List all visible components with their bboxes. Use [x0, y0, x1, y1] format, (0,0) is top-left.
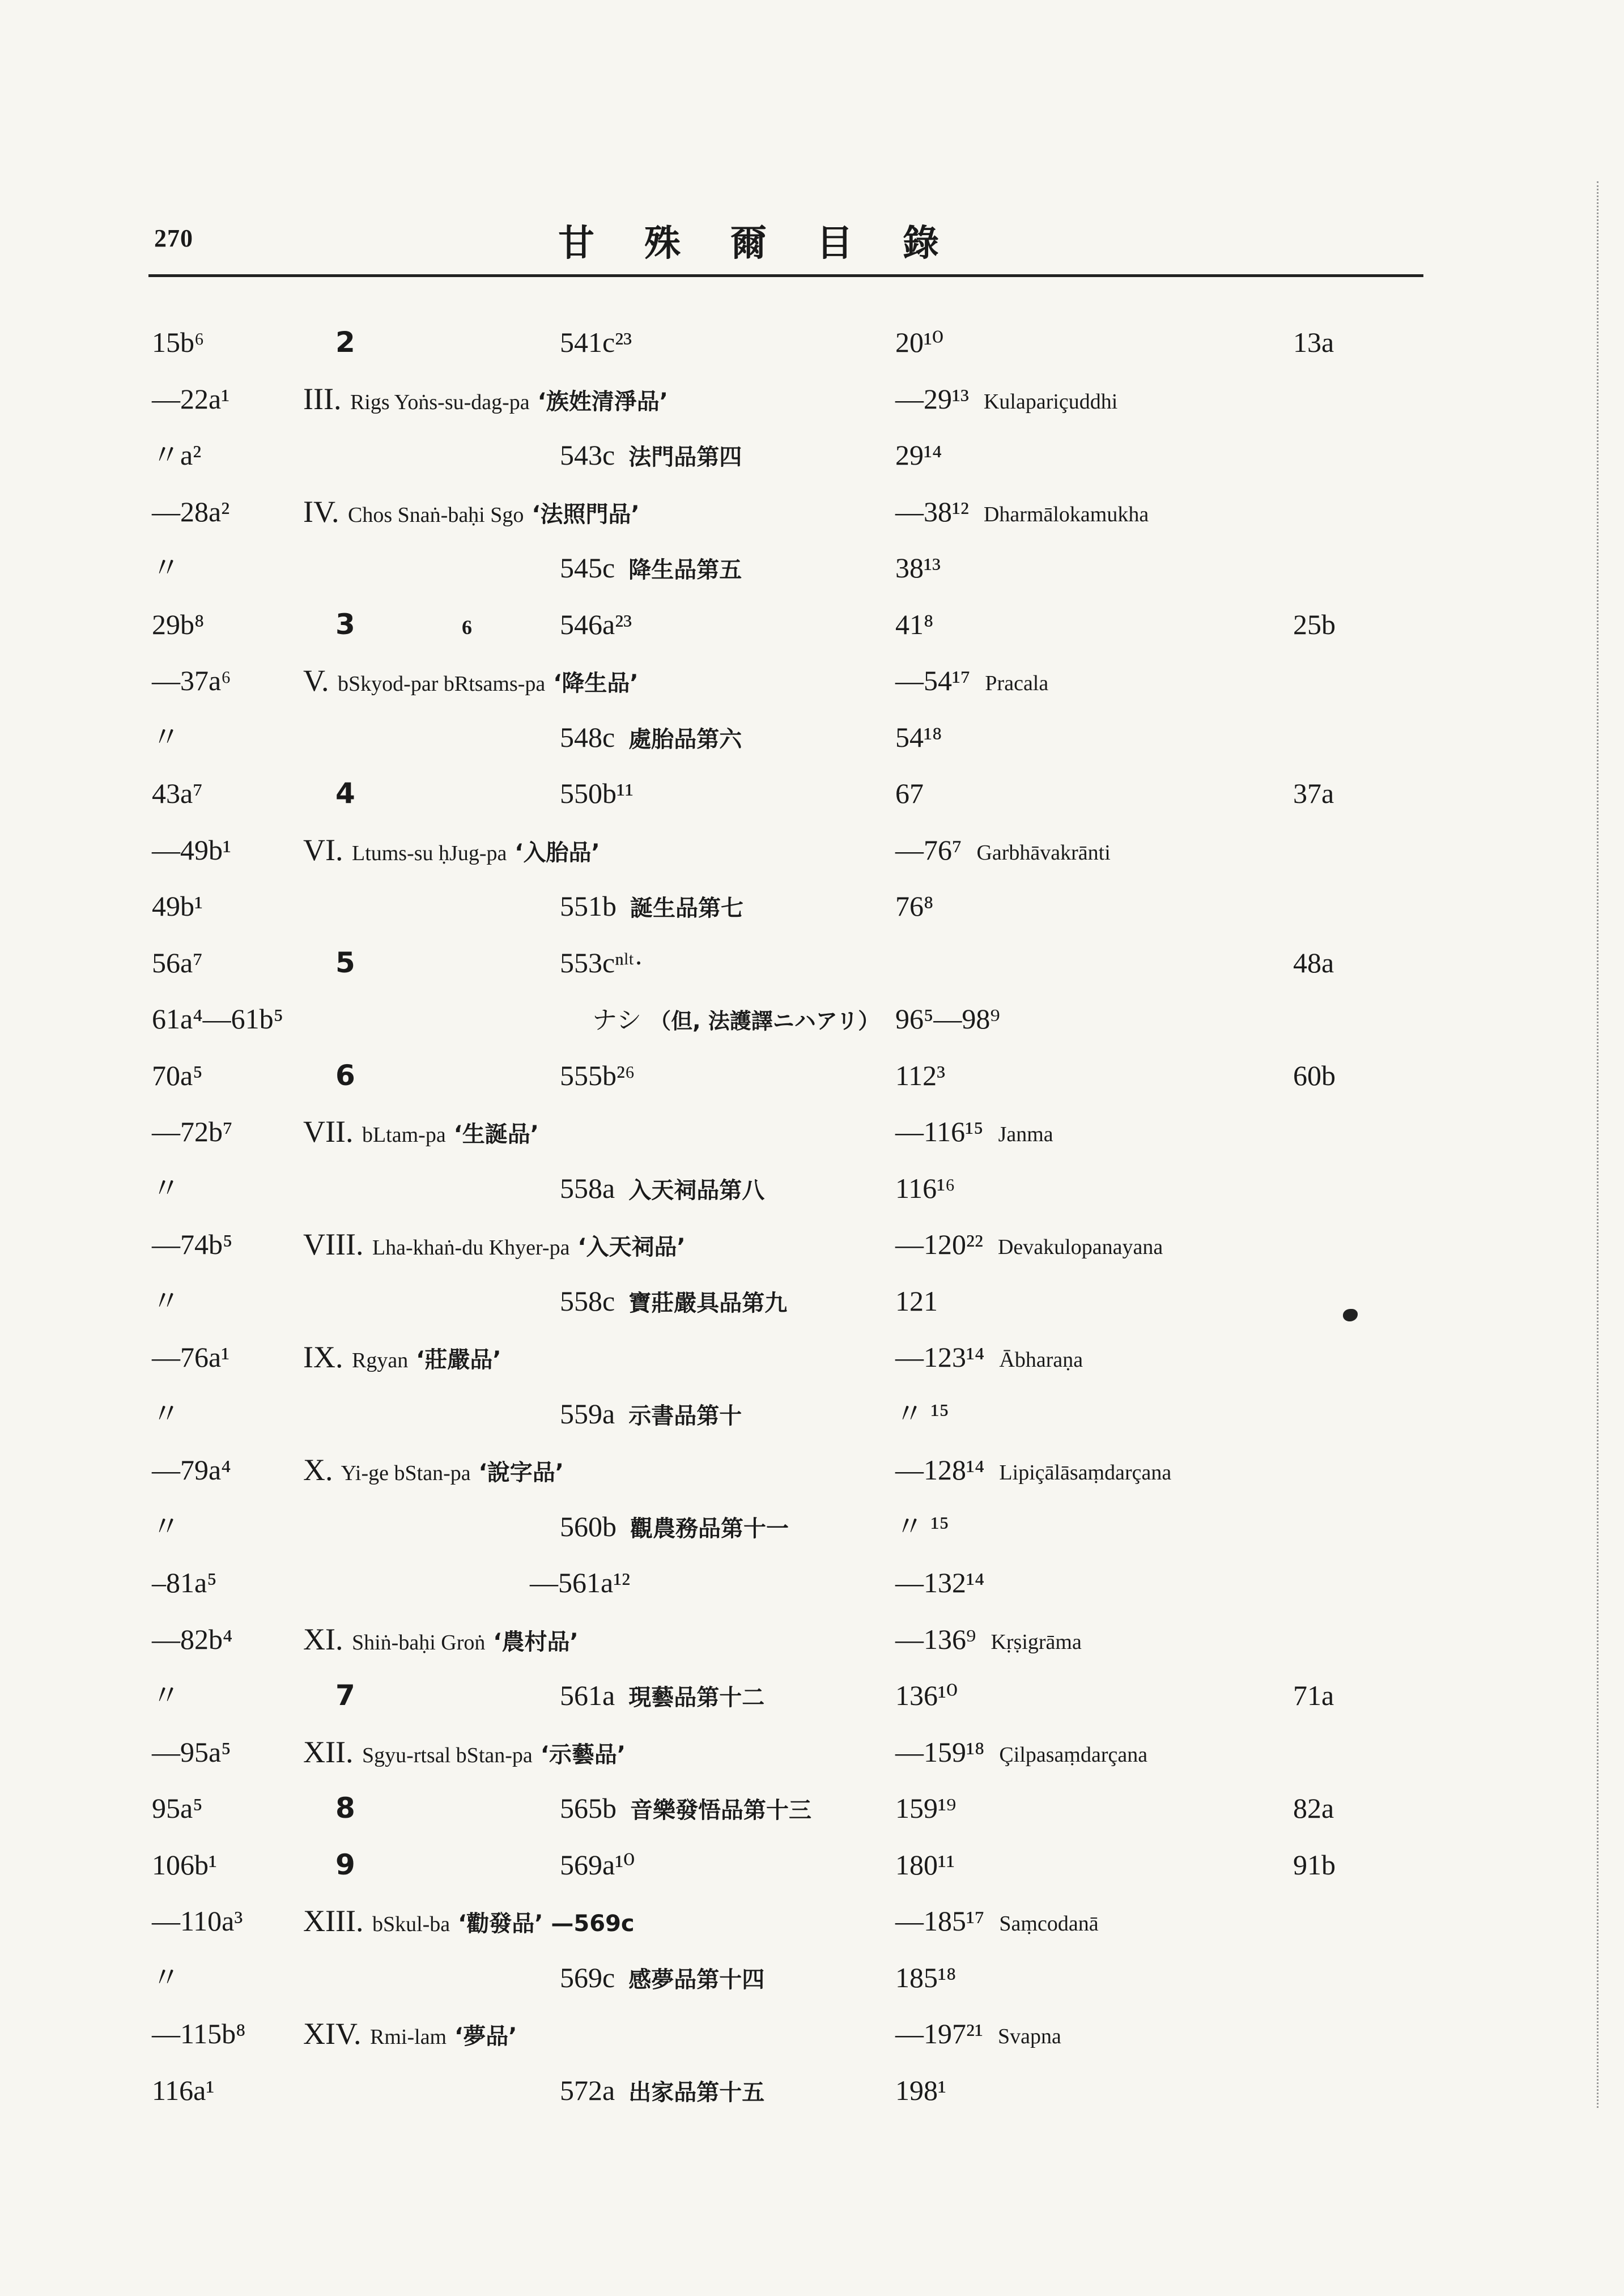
sanskrit-page: —197²¹: [895, 2018, 983, 2050]
folio-ref: —82b⁴: [152, 1623, 233, 1655]
roman-numeral: V.: [303, 664, 329, 698]
taisho-ref: [560, 325, 632, 359]
sanskrit-title: Devakulopanayana: [997, 1235, 1163, 1259]
taisho-page: 572a: [560, 2074, 615, 2106]
roman-numeral: VII.: [303, 1115, 354, 1149]
chinese-chapter: 音樂發悟品第十三: [630, 1797, 811, 1823]
taisho-ref: [560, 1848, 635, 1882]
tibetan-chapter: [303, 1904, 635, 1941]
sanskrit-page: 112³: [895, 1059, 946, 1091]
sanskrit-ref: [895, 1904, 1099, 1941]
roman-numeral: XII.: [303, 1734, 354, 1769]
folio-ref: 56a⁷: [152, 946, 203, 979]
taisho-page: 569a¹⁰: [560, 1848, 635, 1881]
table-row: [0, 1397, 1624, 1453]
taisho-page: 560b: [560, 1510, 617, 1542]
sanskrit-ref: [895, 1227, 1163, 1264]
taisho-page: 543c: [560, 439, 615, 471]
folio-ref: 〃: [152, 1172, 180, 1204]
chinese-chapter-title: ‘夢品’: [447, 2023, 517, 2050]
folio-ref: 〃: [152, 1397, 180, 1430]
folio-ref: 70a⁵: [152, 1059, 203, 1091]
folio-ref: —49b¹: [152, 834, 231, 866]
sanskrit-title: Kulapariçuddhi: [983, 389, 1118, 414]
chinese-chapter: 寶莊嚴具品第九: [628, 1290, 788, 1316]
taisho-ref: [560, 1171, 764, 1207]
sanskrit-ref: [895, 1510, 949, 1544]
table-row: [0, 1848, 1624, 1904]
sanskrit-title: Svapna: [997, 2025, 1061, 2048]
sanskrit-page: 185¹⁸: [895, 1961, 956, 1993]
roman-numeral: IV.: [303, 494, 339, 529]
chinese-chapter-title: ‘族姓清淨品’: [529, 388, 668, 415]
folio-ref: 15b⁶: [152, 326, 205, 358]
table-row: [0, 607, 1624, 664]
table-row: [0, 1566, 1624, 1622]
table-row: [0, 382, 1624, 439]
taisho-page: 546a²³: [560, 608, 632, 640]
sanskrit-page: 54¹⁸: [895, 721, 942, 753]
taisho-page: 541c²³: [560, 326, 632, 358]
chapter-number: 4: [335, 777, 355, 810]
sanskrit-page: —116¹⁵: [895, 1116, 984, 1147]
sanskrit-ref: [895, 495, 1149, 532]
tibetan-title: Sgyu-rtsal bStan-pa: [356, 1743, 533, 1767]
tibetan-chapter: [303, 664, 639, 701]
taisho-ref: [560, 776, 634, 810]
folio-ref: 〃: [152, 721, 180, 753]
tibetan-title: Chos Snaṅ-baḥi Sgo: [342, 503, 524, 527]
page-title: 甘殊爾目錄: [558, 223, 989, 265]
page-header: [0, 0, 1624, 283]
sanskrit-page: 20¹⁰: [895, 326, 944, 358]
sanskrit-ref: [895, 664, 1048, 700]
taisho-page: 561a: [560, 1680, 615, 1711]
sanskrit-page: 29¹⁴: [895, 439, 942, 471]
sanskrit-ref: [895, 2017, 1061, 2053]
taisho-page: 553cⁿˡᵗ·: [560, 946, 644, 979]
sanskrit-title: Çilpasaṃdarçana: [999, 1742, 1148, 1767]
sanskrit-page: 121: [895, 1285, 938, 1317]
folio-ref: 95a⁵: [152, 1792, 203, 1824]
folio-ref: 〃: [152, 1961, 180, 1993]
table-row: [0, 325, 1624, 382]
sanskrit-title: Garbhāvakrānti: [976, 840, 1111, 865]
sanskrit-page: —76⁷: [895, 834, 962, 866]
table-row: [0, 664, 1624, 720]
folio-ref: —22a¹: [152, 382, 230, 415]
sanskrit-page: —136⁹: [895, 1623, 976, 1655]
chinese-chapter-title: ‘示藝品’: [532, 1741, 626, 1768]
chinese-chapter: 觀農務品第十一: [630, 1515, 789, 1542]
tibetan-title: Yi-ge bStan-pa: [336, 1461, 471, 1485]
chinese-chapter-title: ‘勸發品’ —569c: [450, 1911, 635, 1937]
folio-right: 91b: [1293, 1848, 1336, 1881]
sanskrit-title: Dharmālokamukha: [983, 502, 1149, 526]
sanskrit-ref: [895, 889, 933, 923]
taisho-ref: [560, 1284, 787, 1320]
tibetan-chapter: [303, 1115, 539, 1152]
taisho-page: 545c: [560, 552, 615, 584]
taisho-page: 569c: [560, 1961, 615, 1993]
table-row: [0, 776, 1624, 833]
chinese-chapter-title: ‘說字品’: [470, 1460, 564, 1486]
chinese-chapter-title: ‘莊嚴品’: [408, 1347, 501, 1373]
table-row: [0, 1284, 1624, 1341]
tibetan-chapter: [303, 2017, 517, 2054]
sanskrit-ref: [895, 1735, 1147, 1772]
taisho-ref: [560, 607, 632, 641]
absent-note: [592, 1002, 879, 1038]
taisho-ref: [560, 1678, 764, 1715]
folio-ref: 〃: [152, 552, 180, 584]
sanskrit-page: 116¹⁶: [895, 1172, 955, 1204]
taisho-ref: [560, 1961, 764, 1997]
roman-numeral: X.: [303, 1453, 333, 1487]
tibetan-title: bLtam-pa: [356, 1123, 446, 1147]
sanskrit-page: 〃 ¹⁵: [895, 1510, 949, 1542]
chinese-chapter-title: ‘法照門品’: [524, 501, 640, 528]
table-row: [0, 1735, 1624, 1792]
folio-ref: 49b¹: [152, 890, 203, 922]
sanskrit-page: 41⁸: [895, 608, 934, 640]
sanskrit-title: Saṃcodanā: [999, 1912, 1099, 1936]
table-row: [0, 438, 1624, 495]
tibetan-title: bSkyod-par bRtsams-pa: [332, 672, 546, 696]
roman-numeral: III.: [303, 381, 342, 416]
note-kana: ナシ: [592, 1006, 650, 1035]
sanskrit-ref: [895, 325, 943, 359]
roman-numeral: VI.: [303, 832, 343, 867]
chinese-chapter-title: ‘入胎品’: [507, 839, 600, 866]
sanskrit-ref: [895, 2073, 946, 2107]
folio-ref: 106b¹: [152, 1848, 217, 1881]
taisho-page: 558a: [560, 1172, 615, 1204]
folio-right: 25b: [1293, 608, 1336, 640]
chinese-chapter: 感夢品第十四: [628, 1966, 765, 1993]
chapter-number: 9: [335, 1848, 355, 1881]
sanskrit-ref: [895, 1961, 956, 1995]
table-row: [0, 1115, 1624, 1171]
sanskrit-ref: [895, 776, 924, 810]
chapter-number: 3: [335, 607, 355, 641]
folio-ref: 29b⁸: [152, 608, 205, 640]
table-row: [0, 1227, 1624, 1284]
folio-right: 48a: [1293, 946, 1334, 979]
table-row: [0, 551, 1624, 607]
sanskrit-page: 198¹: [895, 2074, 946, 2106]
taisho-range: —561a¹²: [530, 1567, 631, 1598]
tibetan-title: Rgyan: [346, 1349, 409, 1372]
chapter-number: 6: [335, 1058, 355, 1092]
taisho-ref: [560, 1791, 811, 1827]
taisho-ref: [560, 1397, 742, 1433]
folio-ref: —115b⁸: [152, 2018, 246, 2050]
sanskrit-ref: [895, 1115, 1053, 1151]
sanskrit-page: 96⁵—98⁹: [895, 1003, 1000, 1035]
sanskrit-ref: [895, 1397, 949, 1431]
sanskrit-page: —54¹⁷: [895, 665, 971, 696]
chapter-number: 2: [335, 326, 355, 359]
folio-ref: —95a⁵: [152, 1736, 231, 1768]
taisho-page: 559a: [560, 1397, 615, 1430]
chapter-number: 5: [335, 946, 355, 979]
folio-ref: 61a⁴—61b⁵: [152, 1003, 284, 1035]
folio-ref: —37a⁶: [152, 665, 231, 696]
folio-ref: 116a¹: [152, 2074, 215, 2106]
sanskrit-page: 38¹³: [895, 552, 941, 584]
sanskrit-ref: [895, 720, 942, 754]
sanskrit-title: Lipiçālāsaṃdarçana: [999, 1461, 1172, 1485]
tibetan-chapter: [303, 1340, 501, 1377]
chinese-chapter: 處胎品第六: [628, 726, 742, 752]
folio-ref: —28a²: [152, 495, 230, 528]
sanskrit-ref: [895, 1171, 955, 1205]
folio-right: 37a: [1293, 777, 1334, 809]
note-text: （但, 法護譯ニハアリ）: [649, 1009, 880, 1034]
sanskrit-ref: [895, 1058, 945, 1092]
folio-ref: —79a⁴: [152, 1454, 231, 1486]
sanskrit-title: Janma: [998, 1123, 1053, 1146]
table-row: [0, 1678, 1624, 1735]
chinese-chapter: 誕生品第七: [630, 895, 743, 921]
tibetan-title: Shiṅ-baḥi Groṅ: [346, 1630, 486, 1655]
folio-ref: 〃a²: [152, 439, 202, 471]
folio-ref: —110a³: [152, 1905, 243, 1937]
sanskrit-page: —29¹³: [895, 382, 969, 415]
taisho-ref: [560, 889, 743, 925]
table-row: [0, 889, 1624, 946]
roman-numeral: VIII.: [303, 1227, 364, 1261]
sanskrit-ref: [895, 607, 933, 641]
taisho-ref: [560, 2073, 764, 2110]
tibetan-title: Ltums-su ḥJug-pa: [346, 841, 507, 865]
table-row: [0, 2073, 1624, 2130]
sanskrit-page: —38¹²: [895, 495, 969, 528]
chinese-chapter: 入天祠品第八: [628, 1177, 765, 1204]
table-row: [0, 1171, 1624, 1228]
table-row: [0, 495, 1624, 551]
table-row: [0, 833, 1624, 890]
sanskrit-page: —128¹⁴: [895, 1454, 985, 1486]
taisho-ref: [560, 1058, 635, 1092]
tibetan-chapter: [303, 1453, 564, 1490]
table-row: [0, 720, 1624, 777]
folio-ref: —74b⁵: [152, 1228, 233, 1260]
folio-ref: 43a⁷: [152, 777, 203, 809]
tibetan-chapter: [303, 833, 600, 870]
table-row: [0, 1002, 1624, 1058]
sanskrit-page: 180¹¹: [895, 1848, 955, 1881]
folio-ref: –81a⁵: [152, 1567, 217, 1598]
table-row: [0, 946, 1624, 1002]
tibetan-title: Rigs Yoṅs-su-dag-pa: [345, 390, 530, 414]
sanskrit-ref: [895, 551, 941, 585]
chinese-chapter: 現藝品第十二: [628, 1685, 765, 1711]
header-rule: [148, 274, 1423, 277]
sanskrit-ref: [895, 1566, 984, 1600]
sanskrit-ref: [895, 1453, 1171, 1490]
chinese-chapter-title: ‘農村品’: [485, 1629, 579, 1655]
taisho-ref: [560, 946, 643, 980]
table-row: [0, 1904, 1624, 1961]
table-row: [0, 1622, 1624, 1679]
chinese-chapter: 示書品第十: [628, 1402, 742, 1429]
taisho-ref: [560, 551, 742, 587]
sanskrit-page: —123¹⁴: [895, 1341, 985, 1373]
table-row: [0, 1453, 1624, 1510]
chinese-chapter-title: ‘入天祠品’: [569, 1234, 686, 1260]
sanskrit-title: Ābharaṇa: [999, 1348, 1083, 1372]
taisho-page: 565b: [560, 1792, 617, 1824]
taisho-page: 548c: [560, 721, 615, 753]
margin-mark: 6: [462, 615, 472, 639]
sanskrit-page: —120²²: [895, 1228, 983, 1260]
folio-right: 13a: [1293, 326, 1334, 358]
tibetan-chapter: [303, 382, 668, 419]
folio-ref: 〃: [152, 1680, 180, 1711]
chinese-chapter-title: ‘生誕品’: [445, 1121, 539, 1147]
chinese-chapter: 降生品第五: [628, 557, 742, 583]
tibetan-title: Rmi-lam: [364, 2025, 447, 2049]
taisho-page: 558c: [560, 1285, 615, 1317]
sanskrit-page: —185¹⁷: [895, 1905, 985, 1937]
taisho-page: 550b¹¹: [560, 777, 634, 809]
sanskrit-page: 76⁸: [895, 890, 934, 922]
sanskrit-page: 〃 ¹⁵: [895, 1397, 949, 1430]
tibetan-title: Lha-khaṅ-du Khyer-pa: [367, 1236, 570, 1260]
sanskrit-title: Kṛṣigrāma: [990, 1630, 1082, 1654]
sanskrit-page: —159¹⁸: [895, 1736, 985, 1768]
folio-ref: 〃: [152, 1510, 180, 1542]
taisho-page: 555b²⁶: [560, 1059, 635, 1091]
table-row: [0, 1791, 1624, 1848]
folio-right: 60b: [1293, 1059, 1336, 1091]
roman-numeral: XIII.: [303, 1904, 364, 1938]
roman-numeral: XIV.: [303, 2017, 362, 2051]
table-row: [0, 1058, 1624, 1115]
table-row: [0, 2017, 1624, 2073]
table-row: [0, 1340, 1624, 1397]
sanskrit-ref: [895, 833, 1111, 870]
tibetan-chapter: [303, 1735, 626, 1772]
taisho-ref: [560, 1510, 789, 1546]
taisho-ref: [560, 720, 742, 756]
sanskrit-page: 136¹⁰: [895, 1680, 958, 1711]
tibetan-title: bSkul-ba: [367, 1912, 450, 1936]
tibetan-chapter: [303, 1622, 579, 1660]
roman-numeral: IX.: [303, 1340, 343, 1374]
folio-ref: 〃: [152, 1285, 180, 1317]
table-row: [0, 1510, 1624, 1566]
chinese-chapter-title: ‘降生品’: [545, 670, 639, 696]
roman-numeral: XI.: [303, 1622, 343, 1656]
sanskrit-page: 67: [895, 777, 924, 809]
folio-ref: —76a¹: [152, 1341, 230, 1373]
folio-right: 71a: [1293, 1680, 1334, 1711]
sanskrit-ref: [895, 1678, 958, 1712]
folio-right: 82a: [1293, 1792, 1334, 1824]
table-row: [0, 1961, 1624, 2017]
sanskrit-ref: [895, 1848, 955, 1882]
chinese-chapter: 法門品第四: [628, 444, 742, 470]
sanskrit-page: —132¹⁴: [895, 1567, 985, 1598]
sanskrit-ref: [895, 1791, 956, 1825]
chapter-number: 7: [335, 1679, 355, 1712]
folio-ref: —72b⁷: [152, 1116, 233, 1147]
chapter-number: 8: [335, 1792, 355, 1825]
page-number: 270: [154, 224, 193, 252]
sanskrit-page: 159¹⁹: [895, 1792, 956, 1824]
sanskrit-ref: [895, 1340, 1083, 1377]
taisho-ref: [560, 438, 742, 474]
tibetan-chapter: [303, 495, 640, 532]
sanskrit-title: Pracala: [985, 671, 1049, 695]
tibetan-chapter: [303, 1227, 686, 1265]
sanskrit-ref: [895, 1622, 1082, 1659]
chinese-chapter: 出家品第十五: [628, 2079, 765, 2106]
sanskrit-ref: [895, 1284, 938, 1318]
taisho-page: 551b: [560, 890, 617, 922]
sanskrit-ref: [895, 438, 942, 472]
sanskrit-ref: [895, 1002, 1000, 1036]
sanskrit-ref: [895, 382, 1117, 419]
